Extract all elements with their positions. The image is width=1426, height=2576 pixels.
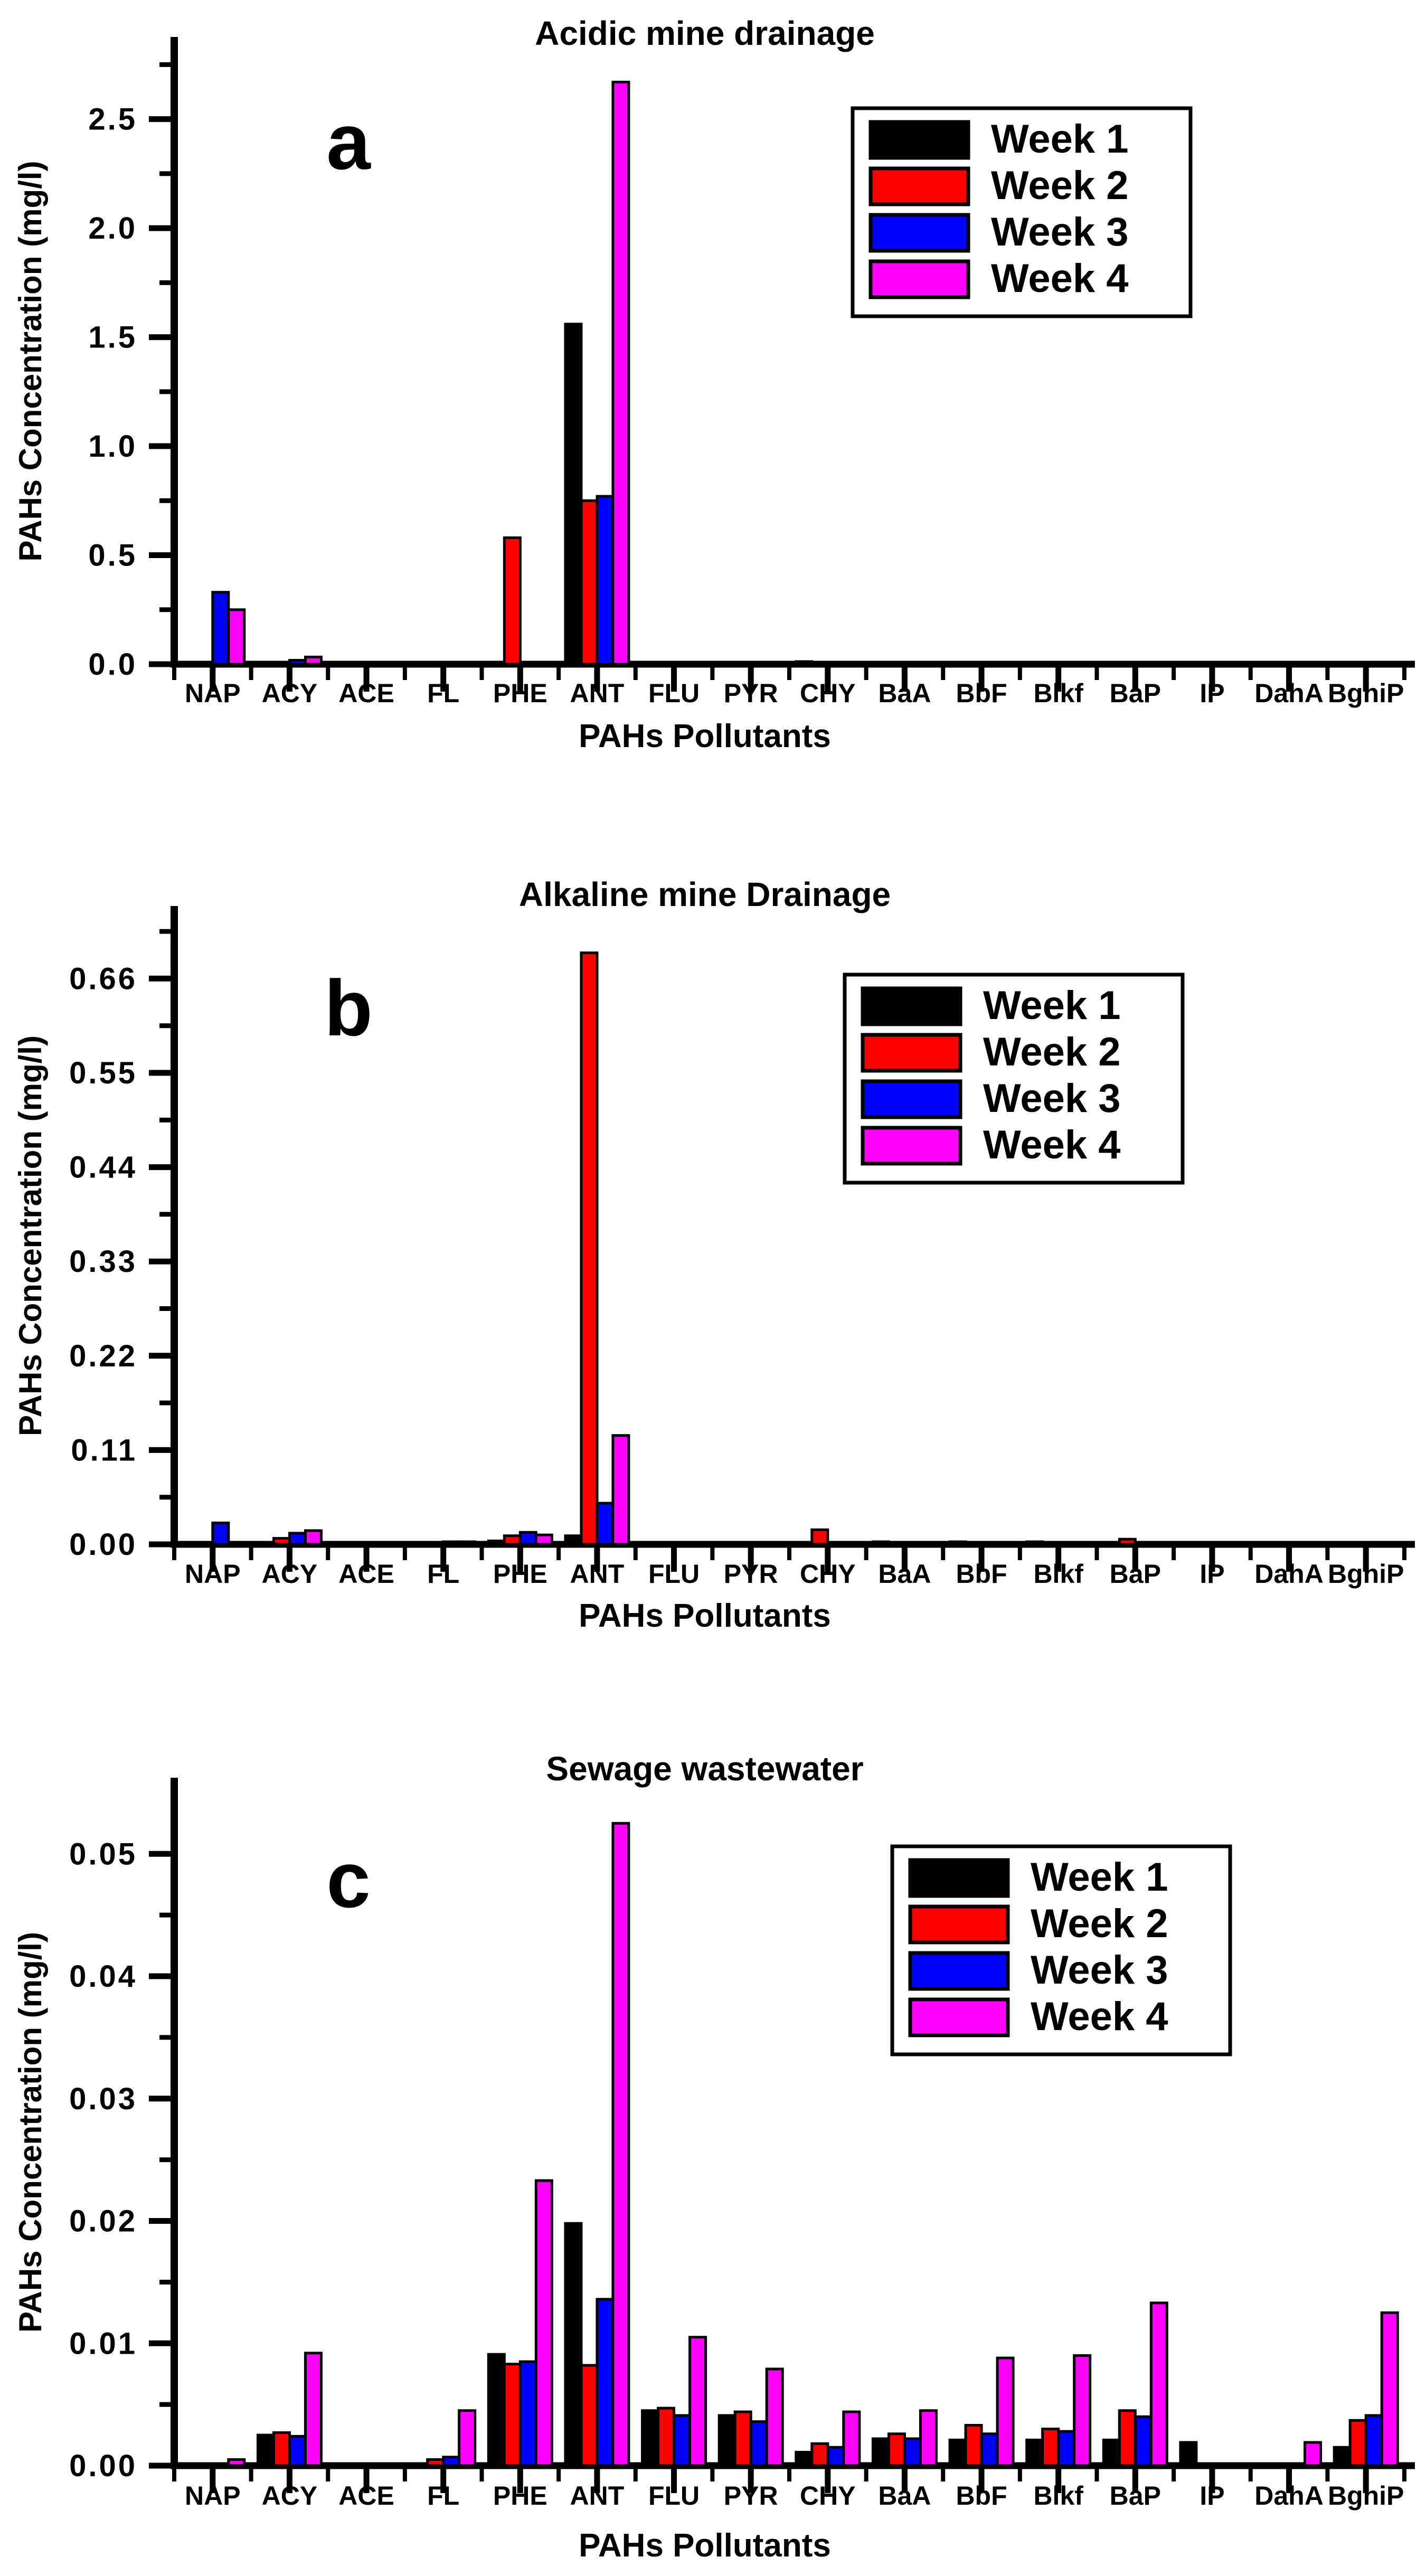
legend-label-4: Week 4: [983, 1122, 1121, 1167]
x-axis-label: PAHs Pollutants: [579, 718, 831, 754]
y-tick-label: 0.04: [69, 1959, 137, 1994]
bar-ACY-week-1: [258, 2435, 273, 2466]
x-tick-label: ACE: [338, 2481, 394, 2511]
bar-BaA-week-3: [904, 2439, 920, 2466]
bar-ANT-week-2: [581, 2365, 597, 2466]
bar-ANT-week-1: [565, 1536, 581, 1544]
bar-BaA-week-1: [873, 1542, 889, 1544]
bar-ANT-week-2: [581, 501, 597, 664]
x-tick-label: IP: [1200, 678, 1225, 708]
bar-PHE-week-3: [520, 2362, 536, 2466]
legend-label-2: Week 2: [983, 1030, 1121, 1074]
legend-label-3: Week 3: [1031, 1948, 1168, 1993]
bar-ANT-week-2: [581, 953, 597, 1544]
x-tick-label: BbF: [956, 1559, 1007, 1589]
bar-BaA-week-4: [920, 2411, 936, 2466]
x-tick-label: Blkf: [1033, 1559, 1083, 1589]
x-tick-label: Blkf: [1033, 678, 1083, 708]
x-tick-label: BghiP: [1327, 2481, 1404, 2511]
bar-CHY-week-2: [812, 1530, 828, 1544]
bar-Blkf-week-1: [1027, 2440, 1043, 2466]
legend-label-3: Week 3: [983, 1076, 1121, 1121]
bar-PHE-week-3: [520, 663, 536, 664]
x-tick-label: NAP: [185, 678, 241, 708]
bar-BaP-week-1: [1103, 2440, 1119, 2466]
legend-swatch-4: [910, 1999, 1008, 2035]
x-tick-label: BbF: [956, 678, 1007, 708]
chart-title: Acidic mine drainage: [535, 14, 875, 52]
x-tick-label: Blkf: [1033, 2481, 1083, 2511]
y-tick-label: 0.33: [69, 1244, 137, 1279]
bar-Blkf-week-4: [1074, 2355, 1090, 2466]
bar-BbF-week-3: [981, 2434, 997, 2466]
bar-BghiP-week-1: [1334, 2447, 1350, 2466]
bar-Blkf-week-3: [1059, 2431, 1074, 2466]
bar-PYR-week-3: [751, 2422, 767, 2466]
x-tick-label: ACE: [338, 1559, 394, 1589]
chart-panel-b: [0, 858, 1426, 1717]
bar-BbF-week-1: [950, 2440, 966, 2466]
x-tick-label: PHE: [493, 1559, 547, 1589]
panel-letter: c: [326, 1835, 371, 1924]
bar-IP-week-1: [1181, 2442, 1196, 2466]
bar-FL-week-1: [412, 663, 428, 664]
x-tick-label: PHE: [493, 678, 547, 708]
x-tick-label: ACY: [261, 1559, 318, 1589]
x-tick-label: CHY: [800, 678, 856, 708]
legend-swatch-3: [871, 215, 968, 251]
x-tick-label: ANT: [570, 1559, 625, 1589]
bar-PHE-week-2: [504, 1536, 520, 1544]
x-tick-label: IP: [1200, 2481, 1225, 2511]
x-tick-label: BaA: [878, 2481, 931, 2511]
bar-FL-week-4: [459, 1542, 475, 1544]
x-tick-label: CHY: [800, 1559, 856, 1589]
bar-BbF-week-1: [950, 1542, 966, 1544]
bar-ANT-week-4: [613, 82, 629, 664]
bar-CHY-week-1: [796, 662, 812, 664]
bar-ACY-week-2: [273, 2432, 289, 2466]
bar-FLU-week-1: [643, 2411, 658, 2466]
bar-PHE-week-4: [536, 1535, 552, 1544]
bar-ACY-week-3: [289, 1533, 305, 1544]
bar-BghiP-week-4: [1382, 2313, 1397, 2466]
x-tick-label: FL: [427, 1559, 460, 1589]
x-tick-label: BaP: [1109, 1559, 1161, 1589]
y-tick-label: 0.0: [88, 647, 137, 682]
x-tick-label: NAP: [185, 1559, 241, 1589]
bar-BaP-week-1: [1103, 1543, 1119, 1544]
bar-PHE-week-1: [488, 663, 504, 664]
chart-title: Alkaline mine Drainage: [518, 875, 891, 913]
bar-ACY-week-2: [273, 1539, 289, 1544]
bar-BaP-week-3: [1135, 2417, 1151, 2466]
y-tick-label: 1.0: [88, 429, 137, 464]
bar-ACY-week-3: [289, 2436, 305, 2466]
bar-PYR-week-4: [767, 2369, 782, 2466]
y-tick-label: 2.0: [88, 211, 137, 246]
bar-BbF-week-4: [997, 2358, 1013, 2466]
panel-letter: a: [326, 97, 371, 186]
bar-ANT-week-3: [597, 1503, 613, 1544]
bar-CHY-week-1: [796, 2452, 812, 2466]
bar-ANT-week-3: [597, 496, 613, 664]
legend-label-1: Week 1: [991, 117, 1129, 162]
bar-ACY-week-4: [305, 657, 321, 664]
x-tick-label: ACY: [261, 678, 318, 708]
bar-BaA-week-1: [873, 2439, 889, 2466]
x-axis-label: PAHs Pollutants: [579, 2527, 831, 2564]
bar-BaP-week-2: [1119, 2411, 1135, 2466]
legend-label-3: Week 3: [991, 210, 1129, 254]
y-tick-label: 0.03: [69, 2081, 137, 2116]
y-tick-label: 0.5: [88, 538, 137, 573]
bar-ACY-week-4: [305, 2353, 321, 2466]
bar-ANT-week-1: [565, 2223, 581, 2466]
legend-label-2: Week 2: [1031, 1901, 1168, 1946]
x-axis-label: PAHs Pollutants: [579, 1598, 831, 1634]
legend-label-4: Week 4: [991, 256, 1129, 301]
bar-PYR-week-1: [719, 2415, 735, 2466]
bar-FL-week-2: [428, 2459, 443, 2466]
x-tick-label: ACY: [261, 2481, 318, 2511]
x-tick-label: CHY: [800, 2481, 856, 2511]
bar-PHE-week-4: [536, 663, 552, 664]
x-tick-label: DahA: [1254, 1559, 1324, 1589]
bar-BghiP-week-2: [1350, 2420, 1366, 2466]
bar-ANT-week-3: [597, 2299, 613, 2466]
bar-CHY-week-3: [828, 2447, 844, 2466]
x-tick-label: IP: [1200, 1559, 1225, 1589]
bar-FL-week-4: [459, 2411, 475, 2466]
chart-panel-a: [0, 0, 1426, 858]
x-tick-label: FLU: [648, 678, 700, 708]
bar-FLU-week-1: [643, 663, 658, 664]
bar-DahA-week-4: [1305, 2442, 1321, 2466]
legend-swatch-4: [863, 1128, 960, 1164]
y-tick-label: 0.44: [69, 1150, 137, 1185]
bar-ACY-week-4: [305, 1531, 321, 1544]
x-tick-label: FL: [427, 2481, 460, 2511]
y-tick-label: 0.66: [69, 961, 137, 996]
bar-FLU-week-1: [643, 1543, 658, 1544]
bar-FL-week-3: [443, 2457, 459, 2466]
x-tick-label: BaA: [878, 1559, 931, 1589]
bar-PHE-week-2: [504, 2364, 520, 2466]
bar-BaP-week-2: [1119, 1539, 1135, 1544]
bar-CHY-week-2: [812, 2443, 828, 2466]
x-tick-label: ANT: [570, 2481, 625, 2511]
bar-ANT-week-1: [565, 324, 581, 664]
legend-label-1: Week 1: [983, 983, 1121, 1028]
y-axis-label: PAHs Concentration (mg/l): [13, 1932, 48, 2333]
x-tick-label: ANT: [570, 678, 625, 708]
bar-ANT-week-4: [613, 1823, 629, 2466]
y-tick-label: 0.00: [69, 2449, 137, 2483]
x-tick-label: PYR: [723, 1559, 778, 1589]
legend-swatch-3: [910, 1953, 1008, 1989]
legend-swatch-2: [871, 168, 968, 204]
bar-ANT-week-4: [613, 1436, 629, 1544]
y-tick-label: 2.5: [88, 102, 137, 137]
x-tick-label: DahA: [1254, 2481, 1324, 2511]
bar-Blkf-week-1: [1027, 1542, 1043, 1544]
legend-label-2: Week 2: [991, 163, 1129, 208]
y-tick-label: 0.01: [69, 2326, 137, 2361]
y-tick-label: 0.05: [69, 1837, 137, 1872]
y-tick-label: 0.11: [71, 1433, 137, 1468]
panel-letter: b: [324, 964, 373, 1052]
x-tick-label: PYR: [723, 678, 778, 708]
legend-swatch-1: [863, 988, 960, 1024]
x-tick-label: BaA: [878, 678, 931, 708]
bar-NAP-week-4: [229, 610, 244, 664]
legend-swatch-1: [910, 1860, 1008, 1896]
legend-swatch-2: [910, 1907, 1008, 1942]
bar-BaA-week-2: [889, 2434, 904, 2466]
x-tick-label: ACE: [338, 678, 394, 708]
legend-label-1: Week 1: [1031, 1855, 1168, 1900]
legend-swatch-4: [871, 261, 968, 297]
bar-PHE-week-2: [504, 537, 520, 664]
x-tick-label: BbF: [956, 2481, 1007, 2511]
y-axis-label: PAHs Concentration (mg/l): [13, 161, 48, 562]
bar-BbF-week-2: [966, 2426, 981, 2466]
x-tick-label: FLU: [648, 2481, 700, 2511]
y-tick-label: 0.22: [69, 1338, 137, 1373]
bar-FLU-week-2: [658, 2408, 674, 2466]
chart-panel-c: [0, 1717, 1426, 2576]
bar-NAP-week-3: [213, 592, 229, 664]
y-axis-label: PAHs Concentration (mg/l): [13, 1035, 48, 1436]
x-tick-label: FLU: [648, 1559, 700, 1589]
x-tick-label: BaP: [1109, 2481, 1161, 2511]
bar-BaP-week-4: [1151, 2303, 1167, 2466]
x-tick-label: BaP: [1109, 678, 1161, 708]
bar-CHY-week-4: [844, 2412, 860, 2466]
legend-label-4: Week 4: [1031, 1994, 1168, 2039]
legend-swatch-1: [871, 122, 968, 158]
x-tick-label: FL: [427, 678, 460, 708]
legend-swatch-2: [863, 1035, 960, 1071]
bar-PHE-week-4: [536, 2181, 552, 2466]
bar-BghiP-week-3: [1366, 2415, 1382, 2466]
x-tick-label: DahA: [1254, 678, 1324, 708]
x-tick-label: PYR: [723, 2481, 778, 2511]
bar-PHE-week-1: [488, 2354, 504, 2466]
bar-FL-week-3: [443, 1542, 459, 1544]
bar-FLU-week-3: [674, 2415, 690, 2466]
bar-PYR-week-2: [735, 2412, 751, 2466]
y-tick-label: 0.02: [69, 2204, 137, 2239]
y-tick-label: 0.55: [69, 1056, 137, 1091]
y-tick-label: 0.00: [69, 1527, 137, 1562]
y-tick-label: 1.5: [88, 320, 137, 355]
bar-ACY-week-1: [258, 663, 273, 664]
bar-ACY-week-3: [289, 660, 305, 664]
bar-FLU-week-4: [690, 2337, 706, 2466]
bar-PYR-week-1: [719, 1543, 735, 1544]
chart-title: Sewage wastewater: [546, 1750, 864, 1788]
bar-PHE-week-3: [520, 1532, 536, 1544]
x-tick-label: PHE: [493, 2481, 547, 2511]
bar-PHE-week-1: [488, 1541, 504, 1544]
legend-swatch-3: [863, 1081, 960, 1117]
bar-NAP-week-4: [229, 2459, 244, 2466]
x-tick-label: NAP: [185, 2481, 241, 2511]
bar-FL-week-2: [428, 663, 443, 664]
bar-Blkf-week-2: [1043, 2429, 1059, 2466]
x-tick-label: BghiP: [1327, 678, 1404, 708]
x-tick-label: BghiP: [1327, 1559, 1404, 1589]
bar-NAP-week-3: [213, 1523, 229, 1544]
